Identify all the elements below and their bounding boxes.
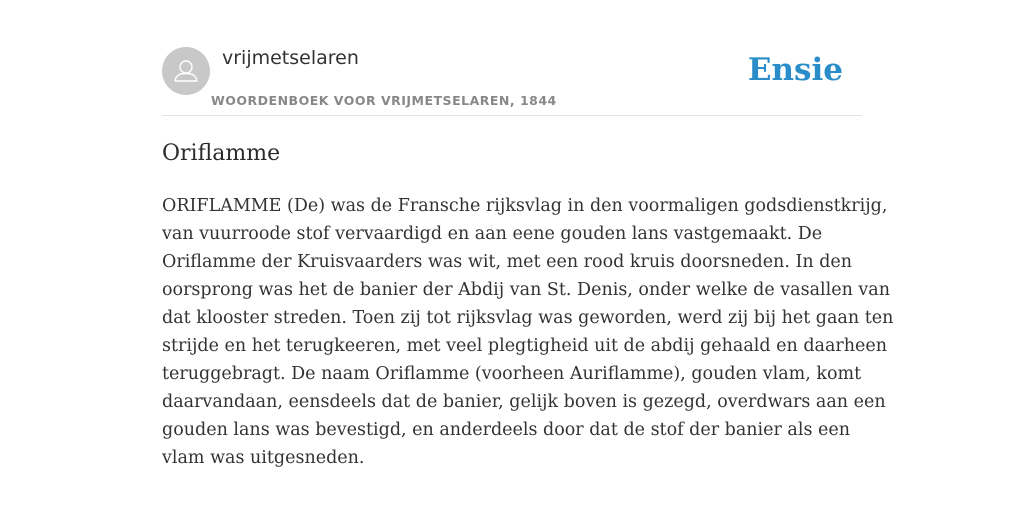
body-line: van vuurroode stof vervaardigd en aan eene gouden lans vastgemaakt. De <box>162 224 823 244</box>
body-line: vlam was uitgesneden. <box>162 448 365 468</box>
body-line: oorsprong was het de banier der Abdij van St. Denis, onder welke de vasallen van <box>162 280 891 300</box>
body-line: gouden lans was bevestigd, en anderdeels door dat de stof der banier als een <box>162 420 850 440</box>
author-username-link[interactable]: vrijmetselaren <box>222 47 359 69</box>
body-line: daarvandaan, eensdeels dat de banier, gelijk boven is gezegd, overdwars aan een <box>162 392 886 412</box>
body-line: dat klooster streden. Toen zij tot rijksvlag was geworden, werd zij bij het gaan ten <box>162 308 894 328</box>
ensie-logo-link[interactable]: Ensie <box>747 52 843 88</box>
body-line: strijde en het terugkeeren, met veel plegtigheid uit de abdij gehaald en daarheen <box>162 336 888 356</box>
entry-title: Oriflamme <box>162 141 281 166</box>
body-line: teruggebragt. De naam Oriflamme (voorheen Auriflamme), gouden vlam, komt <box>162 364 862 384</box>
avatar[interactable] <box>162 47 210 95</box>
user-silhouette-icon <box>162 47 210 95</box>
header-divider <box>162 115 862 116</box>
body-line: ORIFLAMME (De) was de Fransche rijksvlag in den voormaligen godsdienstkrijg, <box>162 196 888 216</box>
source-label: WOORDENBOEK VOOR VRIJMETSELAREN, 1844 <box>211 93 557 108</box>
body-line: Oriflamme der Kruisvaarders was wit, met een rood kruis doorsneden. In den <box>162 252 853 272</box>
entry-body <box>162 192 894 472</box>
